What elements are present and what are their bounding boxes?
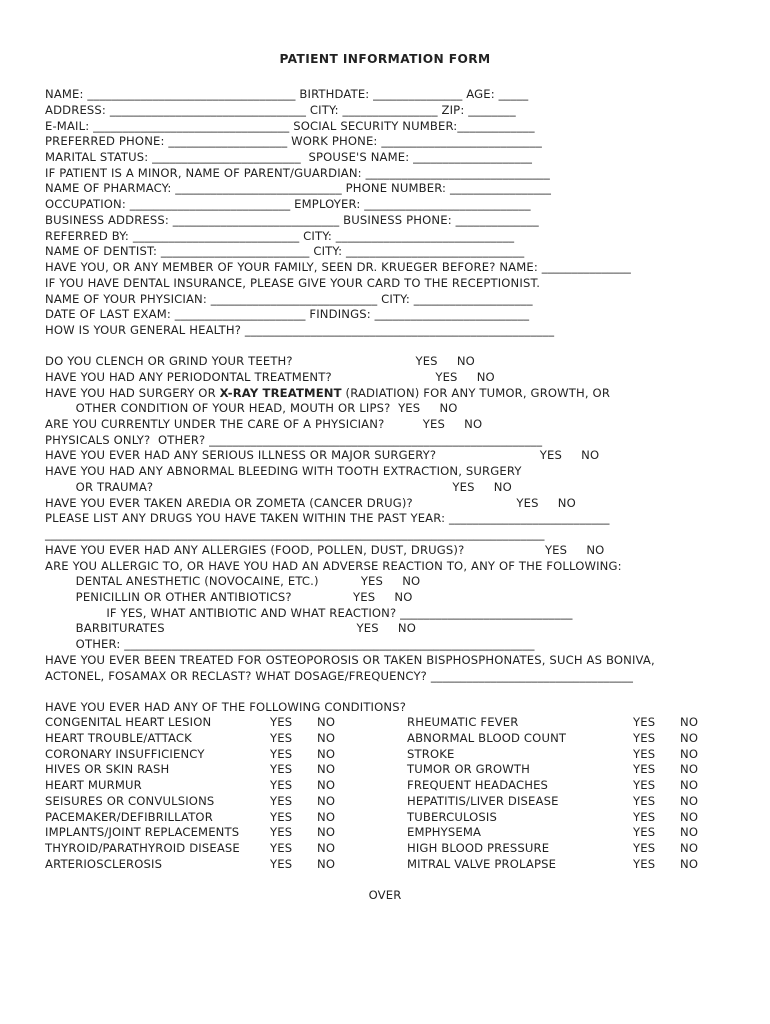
condition-label-left: SEISURES OR CONVULSIONS xyxy=(45,793,215,808)
yes-option: YES xyxy=(633,841,656,855)
no-option: NO xyxy=(680,730,699,745)
no-option: NO xyxy=(680,778,699,792)
dentist-line: NAME OF DENTIST: _________________________ CITY: ______________________________ xyxy=(45,244,525,258)
condition-label-right: TUBERCULOSIS xyxy=(407,809,498,824)
xray-bold: X-RAY TREATMENT xyxy=(219,386,342,400)
condition-label-right: EMPHYSEMA xyxy=(407,825,482,840)
no-option: NO xyxy=(317,793,336,808)
yes-option: YES xyxy=(633,856,656,871)
yes-option: YES xyxy=(270,715,293,729)
no-option: NO xyxy=(317,746,336,761)
no-option: NO xyxy=(317,762,336,777)
no-option: NO xyxy=(317,841,336,855)
no-option: NO xyxy=(317,825,336,840)
no-option: NO xyxy=(317,715,336,729)
physicals-line: PHYSICALS ONLY? OTHER? ________________________________________________________ xyxy=(45,433,543,447)
yes-option: YES xyxy=(270,793,293,808)
conditions-header: HAVE YOU EVER HAD ANY OF THE FOLLOWING CONDITIONS? xyxy=(45,700,407,714)
allergic-to-line: ARE YOU ALLERGIC TO, OR HAVE YOU HAD AN ADVERSE REACTION TO, ANY OF THE FOLLOWING: xyxy=(45,559,622,573)
no-option: NO xyxy=(317,856,336,871)
condition-label-right: STROKE xyxy=(407,746,455,761)
no-option: NO xyxy=(680,825,699,840)
no-option: NO xyxy=(317,809,336,824)
dosage-line: ACTONEL, FOSAMAX OR RECLAST? WHAT DOSAGE/FREQUENCY? __________________________________ xyxy=(45,669,634,683)
yes-option: YES xyxy=(633,746,656,761)
yes-option: YES xyxy=(270,856,293,871)
condition-label-left: HIVES OR SKIN RASH xyxy=(45,762,170,777)
no-option: NO xyxy=(680,809,699,824)
yes-option: YES xyxy=(633,778,656,792)
aredia-question: HAVE YOU EVER TAKEN AREDIA OR ZOMETA (CANCER DRUG)? YES NO xyxy=(45,496,576,510)
business-address-line: BUSINESS ADDRESS: ____________________________ BUSINESS PHONE: ______________ xyxy=(45,213,539,227)
pharmacy-line: NAME OF PHARMACY: ____________________________ PHONE NUMBER: _________________ xyxy=(45,181,552,195)
yes-option: YES xyxy=(633,730,656,745)
surgery-question xyxy=(45,386,610,400)
surgery-suffix: (RADIATION) FOR ANY TUMOR, GROWTH, OR xyxy=(341,386,611,400)
yes-option: YES xyxy=(633,809,656,824)
yes-option: YES xyxy=(270,778,293,792)
yes-option: YES xyxy=(270,825,293,840)
no-option: NO xyxy=(680,841,699,855)
no-option: NO xyxy=(317,778,336,792)
condition-label-left: ARTERIOSCLEROSIS xyxy=(45,856,163,871)
no-option: NO xyxy=(680,746,699,761)
phone-line: PREFERRED PHONE: ____________________ WORK PHONE: ___________________________ xyxy=(45,134,542,148)
periodontal-question: HAVE YOU HAD ANY PERIODONTAL TREATMENT? YES NO xyxy=(45,370,495,384)
clench-question: DO YOU CLENCH OR GRIND YOUR TEETH? YES NO xyxy=(45,354,475,368)
barbiturates-question: BARBITURATES YES NO xyxy=(45,621,417,635)
condition-label-right: TUMOR OR GROWTH xyxy=(407,762,530,777)
condition-label-left: HEART TROUBLE/ATTACK xyxy=(45,730,192,745)
illness-question: HAVE YOU EVER HAD ANY SERIOUS ILLNESS OR MAJOR SURGERY? YES NO xyxy=(45,448,600,462)
no-option: NO xyxy=(680,715,699,729)
condition-label-left: PACEMAKER/DEFIBRILLATOR xyxy=(45,809,213,824)
email-ssn-line: E-MAIL: _________________________________ SOCIAL SECURITY NUMBER:_____________ xyxy=(45,119,535,133)
yes-option: YES xyxy=(633,715,656,729)
condition-label-left: IMPLANTS/JOINT REPLACEMENTS xyxy=(45,825,240,840)
yes-option: YES xyxy=(270,746,293,761)
condition-label-right: ABNORMAL BLOOD COUNT xyxy=(407,730,567,745)
address-city-zip-line: ADDRESS: _________________________________ CITY: ________________ ZIP: ________ xyxy=(45,103,516,117)
surgery-prefix: HAVE YOU HAD SURGERY OR xyxy=(45,386,220,400)
head-condition-question: OTHER CONDITION OF YOUR HEAD, MOUTH OR LIPS? YES NO xyxy=(45,401,458,415)
physician-line: NAME OF YOUR PHYSICIAN: ____________________________ CITY: ____________________ xyxy=(45,292,533,306)
condition-label-right: MITRAL VALVE PROLAPSE xyxy=(407,856,557,871)
last-exam-line: DATE OF LAST EXAM: ______________________ FINDINGS: __________________________ xyxy=(45,307,530,321)
condition-label-left: HEART MURMUR xyxy=(45,778,142,792)
yes-option: YES xyxy=(633,825,656,840)
anesthetic-question: DENTAL ANESTHETIC (NOVOCAINE, ETC.) YES NO xyxy=(45,574,421,588)
yes-option: YES xyxy=(633,762,656,777)
antibiotic-reaction-line: IF YES, WHAT ANTIBIOTIC AND WHAT REACTION? _____________________________ xyxy=(45,606,573,620)
drugs-list-line: PLEASE LIST ANY DRUGS YOU HAVE TAKEN WITHIN THE PAST YEAR: ___________________________ xyxy=(45,511,610,525)
condition-label-left: CORONARY INSUFFICIENCY xyxy=(45,746,205,761)
condition-label-right: HIGH BLOOD PRESSURE xyxy=(407,841,550,855)
no-option: NO xyxy=(317,730,336,745)
insurance-note-line: IF YOU HAVE DENTAL INSURANCE, PLEASE GIVE YOUR CARD TO THE RECEPTIONIST. xyxy=(45,276,541,290)
marital-spouse-line: MARITAL STATUS: _________________________ SPOUSE'S NAME: ____________________ xyxy=(45,150,533,164)
condition-label-right: FREQUENT HEADACHES xyxy=(407,778,549,792)
name-birthdate-age-line: NAME: ___________________________________ BIRTHDATE: _______________ AGE: _____ xyxy=(45,87,529,101)
over-footer: OVER xyxy=(368,888,402,902)
osteoporosis-question: HAVE YOU EVER BEEN TREATED FOR OSTEOPOROSIS OR TAKEN BISPHOSPHONATES, SUCH AS BONIVA, xyxy=(45,653,655,667)
no-option: NO xyxy=(680,793,699,808)
occupation-employer-line: OCCUPATION: ___________________________ EMPLOYER: ____________________________ xyxy=(45,197,531,211)
guardian-line: IF PATIENT IS A MINOR, NAME OF PARENT/GUARDIAN: _______________________________ xyxy=(45,166,550,180)
condition-label-left: THYROID/PARATHYROID DISEASE xyxy=(45,841,240,855)
condition-label-right: HEPATITIS/LIVER DISEASE xyxy=(407,793,559,808)
yes-option: YES xyxy=(633,793,656,808)
referred-by-line: REFERRED BY: ____________________________ CITY: ______________________________ xyxy=(45,229,515,243)
seen-before-line: HAVE YOU, OR ANY MEMBER OF YOUR FAMILY, SEEN DR. KRUEGER BEFORE? NAME: _______________ xyxy=(45,260,631,274)
yes-option: YES xyxy=(270,841,293,855)
trauma-line: OR TRAUMA? YES NO xyxy=(45,480,512,494)
condition-label-right: RHEUMATIC FEVER xyxy=(407,715,519,729)
bleeding-question: HAVE YOU HAD ANY ABNORMAL BLEEDING WITH TOOTH EXTRACTION, SURGERY xyxy=(45,464,522,478)
no-option: NO xyxy=(680,856,699,871)
general-health-line: HOW IS YOUR GENERAL HEALTH? ____________________________________________________ xyxy=(45,323,555,337)
physician-care-question: ARE YOU CURRENTLY UNDER THE CARE OF A PHYSICIAN? YES NO xyxy=(45,417,483,431)
condition-label-left: CONGENITAL HEART LESION xyxy=(45,715,212,729)
yes-option: YES xyxy=(270,762,293,777)
drugs-blank-line: ____________________________________________________________________________________ xyxy=(45,527,545,541)
other-allergy-line: OTHER: _____________________________________________________________________ xyxy=(45,637,535,651)
allergies-question: HAVE YOU EVER HAD ANY ALLERGIES (FOOD, POLLEN, DUST, DRUGS)? YES NO xyxy=(45,543,605,557)
penicillin-question: PENICILLIN OR OTHER ANTIBIOTICS? YES NO xyxy=(45,590,413,604)
no-option: NO xyxy=(680,762,699,777)
form-title: PATIENT INFORMATION FORM xyxy=(279,52,491,66)
yes-option: YES xyxy=(270,809,293,824)
yes-option: YES xyxy=(270,730,293,745)
